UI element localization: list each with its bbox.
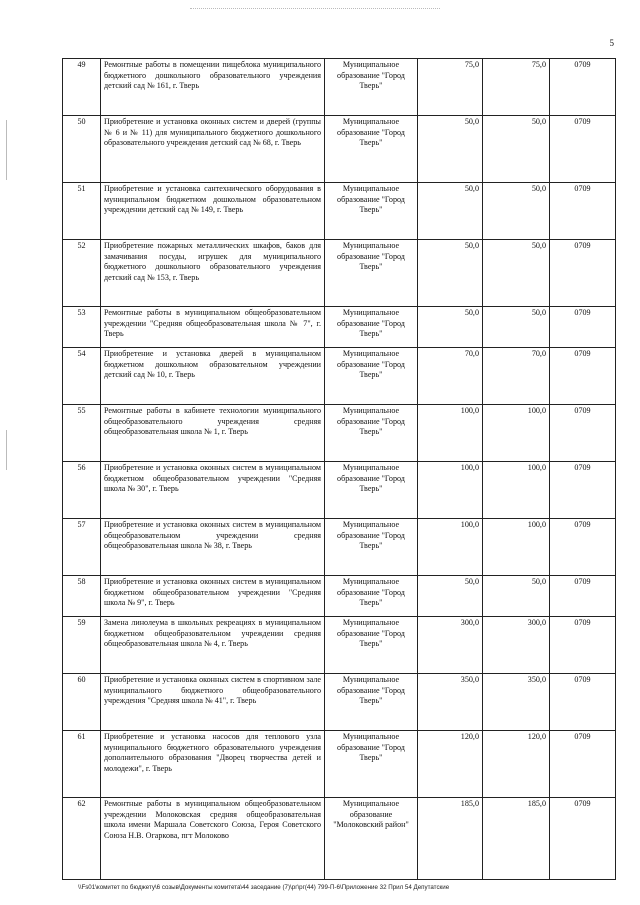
row-amount-1: 50,0 bbox=[418, 240, 483, 307]
row-amount-1: 100,0 bbox=[418, 462, 483, 519]
row-budget-code: 0709 bbox=[550, 116, 616, 183]
row-amount-2: 70,0 bbox=[483, 348, 550, 405]
row-municipality: Муниципальное образование "Город Тверь" bbox=[325, 519, 418, 576]
row-amount-2: 350,0 bbox=[483, 674, 550, 731]
allocation-table bbox=[62, 58, 616, 880]
row-number: 52 bbox=[63, 240, 101, 307]
table-body bbox=[63, 59, 616, 880]
row-description: Приобретение и установка оконных систем в муниципальном общеобразовательном учреждении средняя общеобразовательная школа № 38, г. Тверь bbox=[101, 519, 325, 576]
row-number: 55 bbox=[63, 405, 101, 462]
row-amount-2: 50,0 bbox=[483, 183, 550, 240]
row-budget-code: 0709 bbox=[550, 348, 616, 405]
row-amount-2: 100,0 bbox=[483, 405, 550, 462]
table-row bbox=[63, 405, 616, 462]
row-description: Ремонтные работы в муниципальном общеобразовательном учреждении Молоковская средняя общеобразовательная школа имени Маршала Советского Союза, Героя Советского Союза Н.В. Огаркова, пгт Молоково bbox=[101, 798, 325, 880]
row-amount-1: 50,0 bbox=[418, 183, 483, 240]
table-row bbox=[63, 307, 616, 348]
row-budget-code: 0709 bbox=[550, 519, 616, 576]
row-number: 49 bbox=[63, 59, 101, 116]
row-amount-2: 75,0 bbox=[483, 59, 550, 116]
row-amount-1: 75,0 bbox=[418, 59, 483, 116]
row-description: Ремонтные работы в кабинете технологии муниципального общеобразовательного учреждения средняя общеобразовательная школа № 1, г. Тверь bbox=[101, 405, 325, 462]
row-budget-code: 0709 bbox=[550, 462, 616, 519]
row-amount-2: 300,0 bbox=[483, 617, 550, 674]
file-path-footer: \\Fs01\комитет по бюджету\6 созыв\Документы комитета\44 заседание (7)\рг\рг(44) 799-П-6\Приложение 32 Прил 54 Депутатские bbox=[78, 884, 450, 891]
row-municipality: Муниципальное образование "Город Тверь" bbox=[325, 405, 418, 462]
page-number: 5 bbox=[609, 38, 614, 48]
row-municipality: Муниципальное образование "Город Тверь" bbox=[325, 59, 418, 116]
table-row bbox=[63, 59, 616, 116]
row-amount-2: 50,0 bbox=[483, 240, 550, 307]
row-description: Приобретение и установка оконных систем в муниципальном бюджетном общеобразовательном учреждении "Средняя школа № 9", г. Тверь bbox=[101, 576, 325, 617]
row-number: 56 bbox=[63, 462, 101, 519]
row-amount-1: 185,0 bbox=[418, 798, 483, 880]
row-amount-1: 50,0 bbox=[418, 307, 483, 348]
scan-artifact-line bbox=[190, 8, 440, 9]
row-municipality: Муниципальное образование "Город Тверь" bbox=[325, 674, 418, 731]
row-description: Приобретение и установка насосов для теплового узла муниципального бюджетного образовательного учреждения дополнительного образования "Дворец творчества детей и молодежи", г. Тверь bbox=[101, 731, 325, 798]
row-number: 51 bbox=[63, 183, 101, 240]
row-amount-2: 120,0 bbox=[483, 731, 550, 798]
row-amount-1: 100,0 bbox=[418, 519, 483, 576]
table-row bbox=[63, 183, 616, 240]
table-row bbox=[63, 348, 616, 405]
row-amount-2: 185,0 bbox=[483, 798, 550, 880]
row-amount-2: 50,0 bbox=[483, 307, 550, 348]
row-description: Замена линолеума в школьных рекреациях в муниципальном бюджетном общеобразовательном учреждении средняя общеобразовательная школа № 4, г. Тверь bbox=[101, 617, 325, 674]
row-municipality: Муниципальное образование "Город Тверь" bbox=[325, 617, 418, 674]
row-description: Приобретение пожарных металлических шкафов, баков для замачивания посуды, игрушек для муниципального бюджетного дошкольного образовательного учреждения детский сад № 153, г. Тверь bbox=[101, 240, 325, 307]
row-amount-2: 50,0 bbox=[483, 116, 550, 183]
row-description: Приобретение и установка дверей в муниципальном бюджетном дошкольном образовательном учреждении детский сад № 10, г. Тверь bbox=[101, 348, 325, 405]
table-row bbox=[63, 240, 616, 307]
row-description: Ремонтные работы в помещении пищеблока муниципального бюджетного дошкольного образовательного учреждения детский сад № 161, г. Тверь bbox=[101, 59, 325, 116]
row-description: Ремонтные работы в муниципальном общеобразовательном учреждении "Средняя общеобразовательная школа № 7", г. Тверь bbox=[101, 307, 325, 348]
table-row bbox=[63, 116, 616, 183]
row-budget-code: 0709 bbox=[550, 798, 616, 880]
row-description: Приобретение и установка оконных систем в спортивном зале муниципального бюджетного общеобразовательного учреждения "Средняя школа № 41", г. Тверь bbox=[101, 674, 325, 731]
row-amount-1: 300,0 bbox=[418, 617, 483, 674]
row-municipality: Муниципальное образование "Город Тверь" bbox=[325, 576, 418, 617]
row-amount-1: 120,0 bbox=[418, 731, 483, 798]
row-budget-code: 0709 bbox=[550, 674, 616, 731]
row-budget-code: 0709 bbox=[550, 59, 616, 116]
row-budget-code: 0709 bbox=[550, 307, 616, 348]
row-amount-2: 100,0 bbox=[483, 462, 550, 519]
row-amount-1: 50,0 bbox=[418, 116, 483, 183]
scan-margin-mark bbox=[6, 430, 7, 470]
row-number: 59 bbox=[63, 617, 101, 674]
row-amount-1: 50,0 bbox=[418, 576, 483, 617]
row-description: Приобретение и установка оконных систем и дверей (группы № 6 и № 11) для муниципального бюджетного дошкольного образовательного учреждения детский сад № 68, г. Тверь bbox=[101, 116, 325, 183]
row-municipality: Муниципальное образование "Город Тверь" bbox=[325, 731, 418, 798]
row-budget-code: 0709 bbox=[550, 617, 616, 674]
table-row bbox=[63, 674, 616, 731]
row-municipality: Муниципальное образование "Город Тверь" bbox=[325, 183, 418, 240]
row-description: Приобретение и установка оконных систем в муниципальном бюджетном общеобразовательном учреждении "Средняя школа № 30", г. Тверь bbox=[101, 462, 325, 519]
row-budget-code: 0709 bbox=[550, 183, 616, 240]
row-amount-1: 100,0 bbox=[418, 405, 483, 462]
row-municipality: Муниципальное образование "Город Тверь" bbox=[325, 116, 418, 183]
row-municipality: Муниципальное образование "Город Тверь" bbox=[325, 348, 418, 405]
row-amount-2: 100,0 bbox=[483, 519, 550, 576]
row-municipality: Муниципальное образование "Молоковский район" bbox=[325, 798, 418, 880]
row-municipality: Муниципальное образование "Город Тверь" bbox=[325, 240, 418, 307]
row-budget-code: 0709 bbox=[550, 731, 616, 798]
row-number: 50 bbox=[63, 116, 101, 183]
row-number: 54 bbox=[63, 348, 101, 405]
table-row bbox=[63, 462, 616, 519]
row-municipality: Муниципальное образование "Город Тверь" bbox=[325, 462, 418, 519]
table-row bbox=[63, 576, 616, 617]
row-number: 58 bbox=[63, 576, 101, 617]
row-number: 61 bbox=[63, 731, 101, 798]
row-budget-code: 0709 bbox=[550, 576, 616, 617]
row-description: Приобретение и установка сантехнического оборудования в муниципальном бюджетном дошкольном образовательном учреждении детский сад № 149, г. Тверь bbox=[101, 183, 325, 240]
row-number: 57 bbox=[63, 519, 101, 576]
row-number: 62 bbox=[63, 798, 101, 880]
row-amount-2: 50,0 bbox=[483, 576, 550, 617]
row-amount-1: 70,0 bbox=[418, 348, 483, 405]
row-number: 60 bbox=[63, 674, 101, 731]
row-amount-1: 350,0 bbox=[418, 674, 483, 731]
row-municipality: Муниципальное образование "Город Тверь" bbox=[325, 307, 418, 348]
row-budget-code: 0709 bbox=[550, 405, 616, 462]
scan-margin-mark bbox=[6, 120, 7, 180]
table-row bbox=[63, 617, 616, 674]
table-row bbox=[63, 798, 616, 880]
row-number: 53 bbox=[63, 307, 101, 348]
table-row bbox=[63, 731, 616, 798]
row-budget-code: 0709 bbox=[550, 240, 616, 307]
table-row bbox=[63, 519, 616, 576]
